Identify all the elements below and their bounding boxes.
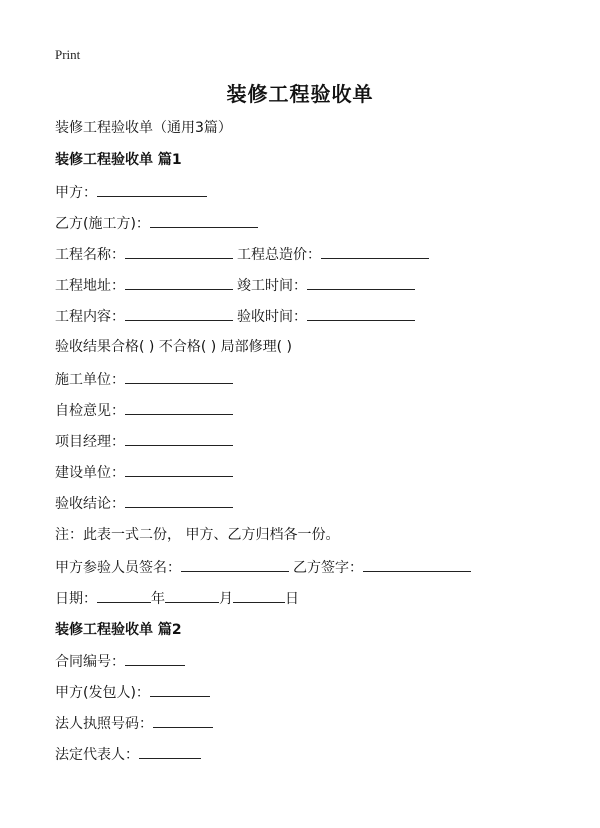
year-blank (97, 588, 151, 603)
party-b-label: 乙方(施工方)： (55, 216, 150, 232)
project-manager-label: 项目经理： (55, 434, 125, 450)
license-no-blank (153, 713, 213, 728)
builder-unit-row (55, 462, 233, 483)
project-manager-row (55, 431, 233, 452)
month-label: 月 (219, 591, 233, 607)
builder-unit-blank (125, 462, 233, 477)
builder-unit-label: 建设单位： (55, 465, 125, 481)
project-name-label: 工程名称： (55, 247, 125, 263)
legal-rep-blank (139, 744, 201, 759)
date-row (55, 588, 299, 609)
party-b-sign-blank (363, 557, 471, 572)
project-name-row (55, 244, 429, 265)
total-cost-label: 工程总造价： (237, 247, 321, 263)
day-blank (233, 588, 285, 603)
party-a-sign-label: 甲方参验人员签名： (55, 560, 181, 576)
project-address-label: 工程地址： (55, 278, 125, 294)
day-label: 日 (285, 591, 299, 607)
project-content-blank (125, 306, 233, 321)
project-content-row (55, 306, 415, 327)
self-check-blank (125, 400, 233, 415)
conclusion-label: 验收结论： (55, 496, 125, 512)
completion-time-label: 竣工时间： (237, 278, 307, 294)
section-2-heading: 装修工程验收单 篇2 (55, 622, 182, 638)
section-2-party-a-blank (150, 682, 210, 697)
acceptance-time-blank (307, 306, 415, 321)
contract-no-label: 合同编号： (55, 654, 125, 670)
party-a-label: 甲方： (55, 185, 97, 201)
contract-no-row (55, 651, 185, 672)
project-address-row (55, 275, 415, 296)
self-check-label: 自检意见： (55, 403, 125, 419)
section-2-party-a-row (55, 682, 210, 703)
signature-row (55, 557, 471, 578)
month-blank (165, 588, 219, 603)
project-content-label: 工程内容： (55, 309, 125, 325)
print-link[interactable]: Print (55, 47, 81, 62)
completion-time-blank (307, 275, 415, 290)
total-cost-blank (321, 244, 429, 259)
party-b-sign-label: 乙方签字： (293, 560, 363, 576)
legal-rep-label: 法定代表人： (55, 747, 139, 763)
conclusion-row (55, 493, 233, 514)
legal-rep-row (55, 744, 201, 765)
section-2-party-a-label: 甲方(发包人)： (55, 685, 150, 701)
document-subtitle: 装修工程验收单（通用3篇） (55, 120, 232, 136)
acceptance-time-label: 验收时间： (237, 309, 307, 325)
project-manager-blank (125, 431, 233, 446)
license-no-row (55, 713, 213, 734)
year-label: 年 (151, 591, 165, 607)
page-title: 装修工程验收单 (226, 82, 374, 106)
construction-unit-blank (125, 369, 233, 384)
party-a-blank (97, 182, 207, 197)
acceptance-result-row: 验收结果合格( ) 不合格( ) 局部修理( ) (55, 339, 293, 355)
construction-unit-row (55, 369, 233, 390)
contract-no-blank (125, 651, 185, 666)
construction-unit-label: 施工单位： (55, 372, 125, 388)
party-b-row (55, 213, 258, 234)
project-name-blank (125, 244, 233, 259)
date-label: 日期： (55, 591, 97, 607)
self-check-row (55, 400, 233, 421)
project-address-blank (125, 275, 233, 290)
conclusion-blank (125, 493, 233, 508)
party-a-sign-blank (181, 557, 289, 572)
license-no-label: 法人执照号码： (55, 716, 153, 732)
note-row: 注：此表一式二份， 甲方、乙方归档各一份。 (55, 527, 340, 543)
party-a-row (55, 182, 207, 203)
party-b-blank (150, 213, 258, 228)
section-1-heading: 装修工程验收单 篇1 (55, 152, 182, 168)
